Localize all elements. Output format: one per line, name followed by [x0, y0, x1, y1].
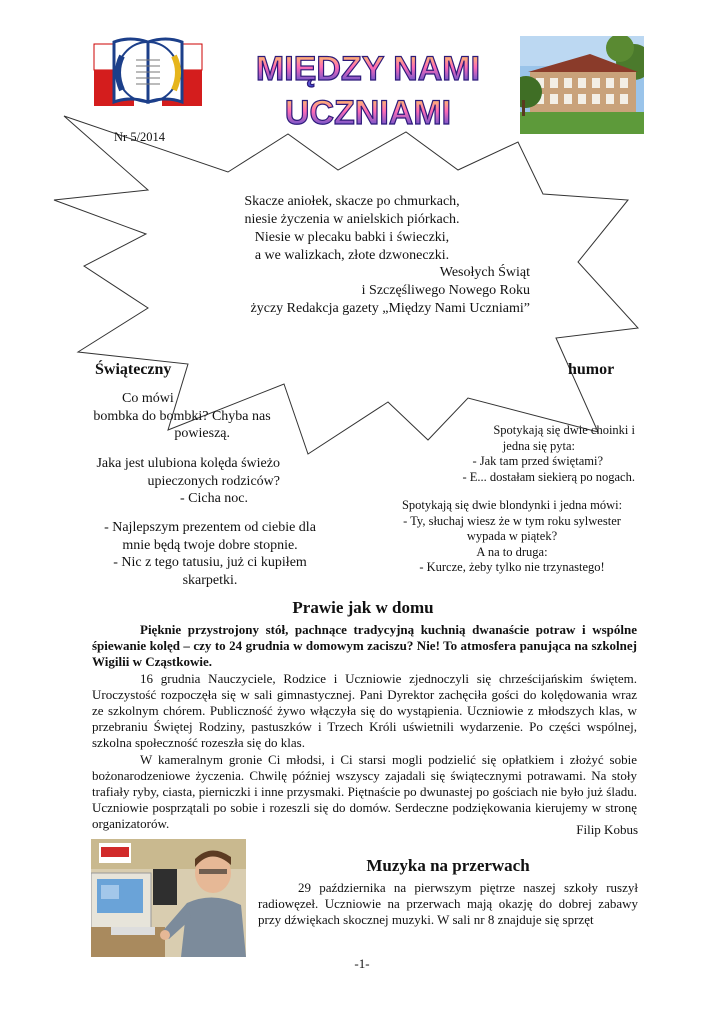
article-title: Prawie jak w domu [292, 598, 434, 617]
christmas-poem [228, 193, 476, 265]
joke-line: - Jak tam przed świętami? [472, 454, 603, 468]
joke-line: bombka do bombki? Chyba nas [93, 408, 271, 424]
page-number: -1- [354, 956, 370, 971]
title-line-1: MIĘDZY NAMI [255, 50, 481, 88]
wishes-line: życzy Redakcja gazety „Między Nami Uczniami” [250, 301, 530, 316]
holiday-wishes [210, 264, 530, 318]
poem-line: a we walizkach, złote dzwoneczki. [254, 248, 450, 263]
article-paragraph: W kameralnym gronie Ci młodsi, i Ci starsi mogli podzielić się opłatkiem i złożyć sobie bożonarodzeniowe życzenia. Chwilę później wszyscy zajadali się świątecznymi potrawami. Na stoły trafiały ryby, ciasta, pierniczki i inne przysmaki. Piętnaście po dwunastej po gościach nie było już śladu. Uczniowie posprzątali po sobie i rozeszli się do domów. Serdeczne podziękowania kierujemy w stronę organizatorów. [92, 751, 637, 832]
article-body [258, 880, 638, 929]
article-author: Filip Kobus [576, 822, 638, 837]
joke-line: Spotykają się dwie blondynki i jedna mówi: [401, 498, 623, 512]
joke-line: - Cicha noc. [179, 491, 248, 506]
student-at-computer-photo [91, 839, 246, 957]
joke-line: skarpetki. [182, 572, 238, 588]
joke-line: powieszą. [174, 426, 230, 441]
joke-line: Jaka jest ulubiona kolęda świeżo [96, 456, 280, 471]
joke-line: - Kurcze, żeby tylko nie trzynastego! [419, 560, 605, 574]
joke [395, 423, 635, 485]
joke-line: Spotykają się dwie choinki i [493, 423, 635, 437]
wishes-line: Wesołych Świąt [439, 265, 530, 280]
joke-line: mnie będą twoje dobre stopnie. [122, 537, 298, 553]
issue-number: Nr 5/2014 [114, 130, 166, 144]
joke-line: Co mówi [122, 391, 174, 406]
joke [90, 519, 330, 589]
title-line-2: UCZNIAMI [284, 94, 452, 132]
joke-line: wypada w piątek? [466, 529, 558, 543]
joke [92, 455, 280, 508]
poem-line: niesie życzenia w anielskich piórkach. [244, 212, 460, 227]
joke-line: - Nic z tego tatusiu, już ci kupiłem [113, 555, 307, 570]
poem-line: Niesie w plecaku babki i świeczki, [254, 230, 450, 245]
joke [380, 498, 644, 576]
humor-heading-right: humor [568, 361, 615, 378]
joke [88, 390, 276, 443]
joke-line: - Ty, słuchaj wiesz że w tym roku sylwester [403, 513, 621, 528]
joke-line: - E... dostałam siekierą po nogach. [462, 469, 635, 484]
article-body [92, 622, 637, 833]
article-lead: Pięknie przystrojony stół, pachnące tradycyjną kuchnią dwanaście potraw i wspólne śpiewanie kolęd – czy to 24 grudnia w domowym zaciszu? Nie! To atmosfera panująca na szkolnej Wigilii w Cząstkowie. [92, 622, 637, 670]
joke-line: A na to druga: [476, 544, 548, 559]
poem-line: Skacze aniołek, skacze po chmurkach, [244, 194, 460, 209]
school-logo [92, 36, 204, 112]
article-paragraph: 29 października na pierwszym piętrze naszej szkoły ruszył radiowęzeł. Uczniowie na przerwach mają okazję do dobrej zabawy przy dźwiękach skocznej muzyki. W sali nr 8 znajduje się sprzęt [258, 880, 638, 928]
joke-line: - Najlepszym prezentem od ciebie dla [104, 520, 316, 535]
joke-line: jedna się pyta: [502, 438, 575, 453]
wishes-line: i Szczęśliwego Nowego Roku [361, 283, 530, 298]
article-title: Muzyka na przerwach [366, 856, 530, 875]
article-paragraph: 16 grudnia Nauczyciele, Rodzice i Uczniowie zjednoczyli się chrześcijańskim świętem. Uroczystość rozpoczęła się w sali gimnastycznej. Pani Dyrektor zachęciła gości do kolędowania wraz ze szkolnym chórem. Publiczność żywo włączyła się do wystąpienia. Uczniowie z młodszych klas, w przebraniu Świętej Rodziny, pastuszków i Trzech Króli uświetnili wydarzenie. Po części wspólnej, szkolna społeczność rozeszła się do klas. [92, 670, 637, 751]
humor-heading-left: Świąteczny [95, 361, 172, 378]
joke-line: upieczonych rodziców? [147, 473, 280, 489]
